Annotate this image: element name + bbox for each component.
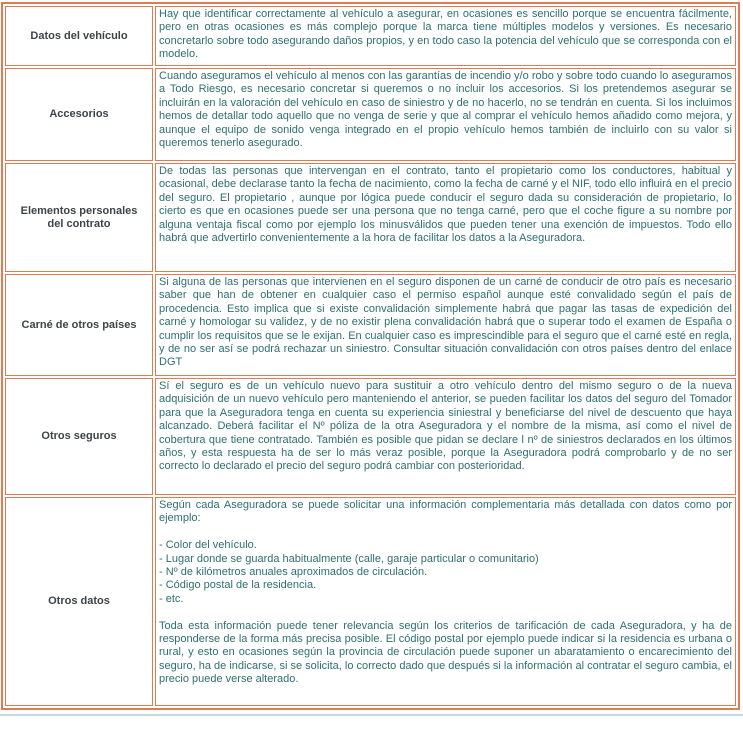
- row-label-carne-otros-paises: Carné de otros países: [5, 274, 153, 376]
- row-content-elementos-personales: De todas las personas que intervengan en el contrato, tanto el propietario como los conductores, habitual y ocasional, debe declarase tanto la fecha de nacimiento, como la fecha de carné y el NIF, todo ello influirá en el precio del seguro. El propietario , aunque por lógica puede conducir el seguro dada su consideración de propietario, lo cierto es que en ocasiones puede ser una persona que no tenga carné, pero que el coche figure a su nombre por alguna ventaja fiscal como por ejemplo los minusválidos que pueden tener una exención de impuestos. Todo ello habrá que advertirlo convenientemente a la hora de facilitar los datos a la Aseguradora.: [155, 163, 736, 272]
- vehicle-insurance-info-table: [1, 2, 740, 710]
- otros-datos-item-lugar: - Lugar donde se guarda habitualmente (calle, garaje particular o comunitario): [159, 552, 539, 565]
- row-content-otros-seguros: Sí el seguro es de un vehículo nuevo para sustituir a otro vehículo dentro del mismo seguro o de la nueva adquisición de un nuevo vehículo pero manteniendo el anterior, se pueden facilitar los datos del seguro del Tomador para que la Aseguradora tenga en cuenta su experiencia siniestral y beneficiarse del nivel de descuento que haya alcanzado. Deberá facilitar el Nº póliza de la otra Aseguradora y el nombre de la misma, así como el nivel de cobertura que tiene contratado. También es posible que pidan se declare l nº de siniestros declarados en los últimos años, y esta respuesta ha de ser lo más veraz posible, porque la Aseguradora podrá comprobarlo y de no ser correcto lo declarado el precio del seguro podrá cambiar con posterioridad.: [155, 378, 736, 495]
- row-label-elementos-personales: Elementos personales del contrato: [5, 163, 153, 272]
- spacer: [159, 526, 732, 539]
- otros-datos-item-color: - Color del vehículo.: [159, 539, 257, 552]
- otros-datos-item-etc: - etc.: [159, 592, 184, 605]
- table-row: [5, 6, 736, 66]
- table-row: [5, 497, 736, 706]
- table-row: [5, 378, 736, 495]
- otros-datos-outro: Toda esta información puede tener relevancia según los criterios de tarificación de cada Aseguradora, y ha de responderse de la forma más precisa posible. El código postal por ejemplo puede indicar si la residencia es urbana o rural, y esto en ocasiones según la provincia de circulación puede suponer un abaratamiento o encarecimiento del seguro, ha de indicarse, si se solicita, lo correcto dado que después si la información al contratar el seguro cambia, el precio puede verse alterado.: [159, 619, 732, 686]
- row-label-accesorios: Accesorios: [5, 68, 153, 161]
- row-label-otros-seguros: Otros seguros: [5, 378, 153, 495]
- row-content-datos-del-vehiculo: Hay que identificar correctamente al vehículo a asegurar, en ocasiones es sencillo porque se encuentra fácilmente, pero en otras ocasiones es más complejo porque la marca tiene múltiples modelos y versiones. Es necesario concretarlo sobre todo asegurando daños propios, y en todo caso la potencia del vehículo que se corresponda con el modelo.: [155, 6, 736, 66]
- row-content-carne-otros-paises: Si alguna de las personas que intervienen en el seguro disponen de un carné de conducir de otro país es necesario saber que han de obtener en cualquier caso el permiso español aunque esté convalidado según el país de procedencia. Esto implica que si existe convalidación simplemente habrá que pagar las tasas de expedición del carné y homologar su validez, y de no existir plena convalidación habrá que o superar todo el examen de España o cumplir los requisitos que se le exijan. En cualquier caso es imprescindible para el seguro que el carné esté en regla, y de no ser así se podrá rechazar un siniestro. Consultar situación convalidación con otros países dentro del enlace DGT: [155, 274, 736, 376]
- otros-datos-item-kilometros: - Nº de kilómetros anuales aproximados de circulación.: [159, 566, 428, 579]
- table-row: [5, 274, 736, 376]
- row-content-accesorios: Cuando aseguramos el vehículo al menos con las garantías de incendio y/o robo y sobre todo cuando lo aseguramos a Todo Riesgo, es necesario concretar si queremos o no incluir los accesorios. Si los pretendemos asegurar se incluirán en la valoración del vehículo en caso de siniestro y de no hacerlo, no se tendrán en cuenta. Si los incluimos hemos de detallar todo aquello que no venga de serie y que al comprar el vehículo hemos añadido como mejora, y aunque el equipo de sonido venga integrado en el propio vehículo hemos también de incluirlo con su valor si queremos tenerlo asegurado.: [155, 68, 736, 161]
- otros-datos-item-codigo-postal: - Código postal de la residencia.: [159, 579, 317, 592]
- row-label-otros-datos: Otros datos: [5, 497, 153, 706]
- spacer: [159, 606, 732, 619]
- otros-datos-intro: Según cada Aseguradora se puede solicitar una información complementaria más detallada con datos como por ejemplo:: [159, 499, 732, 525]
- table-row: [5, 68, 736, 161]
- row-content-otros-datos: [155, 497, 736, 706]
- row-label-datos-del-vehiculo: Datos del vehículo: [5, 6, 153, 66]
- bottom-page-divider: [0, 714, 743, 716]
- table-row: [5, 163, 736, 272]
